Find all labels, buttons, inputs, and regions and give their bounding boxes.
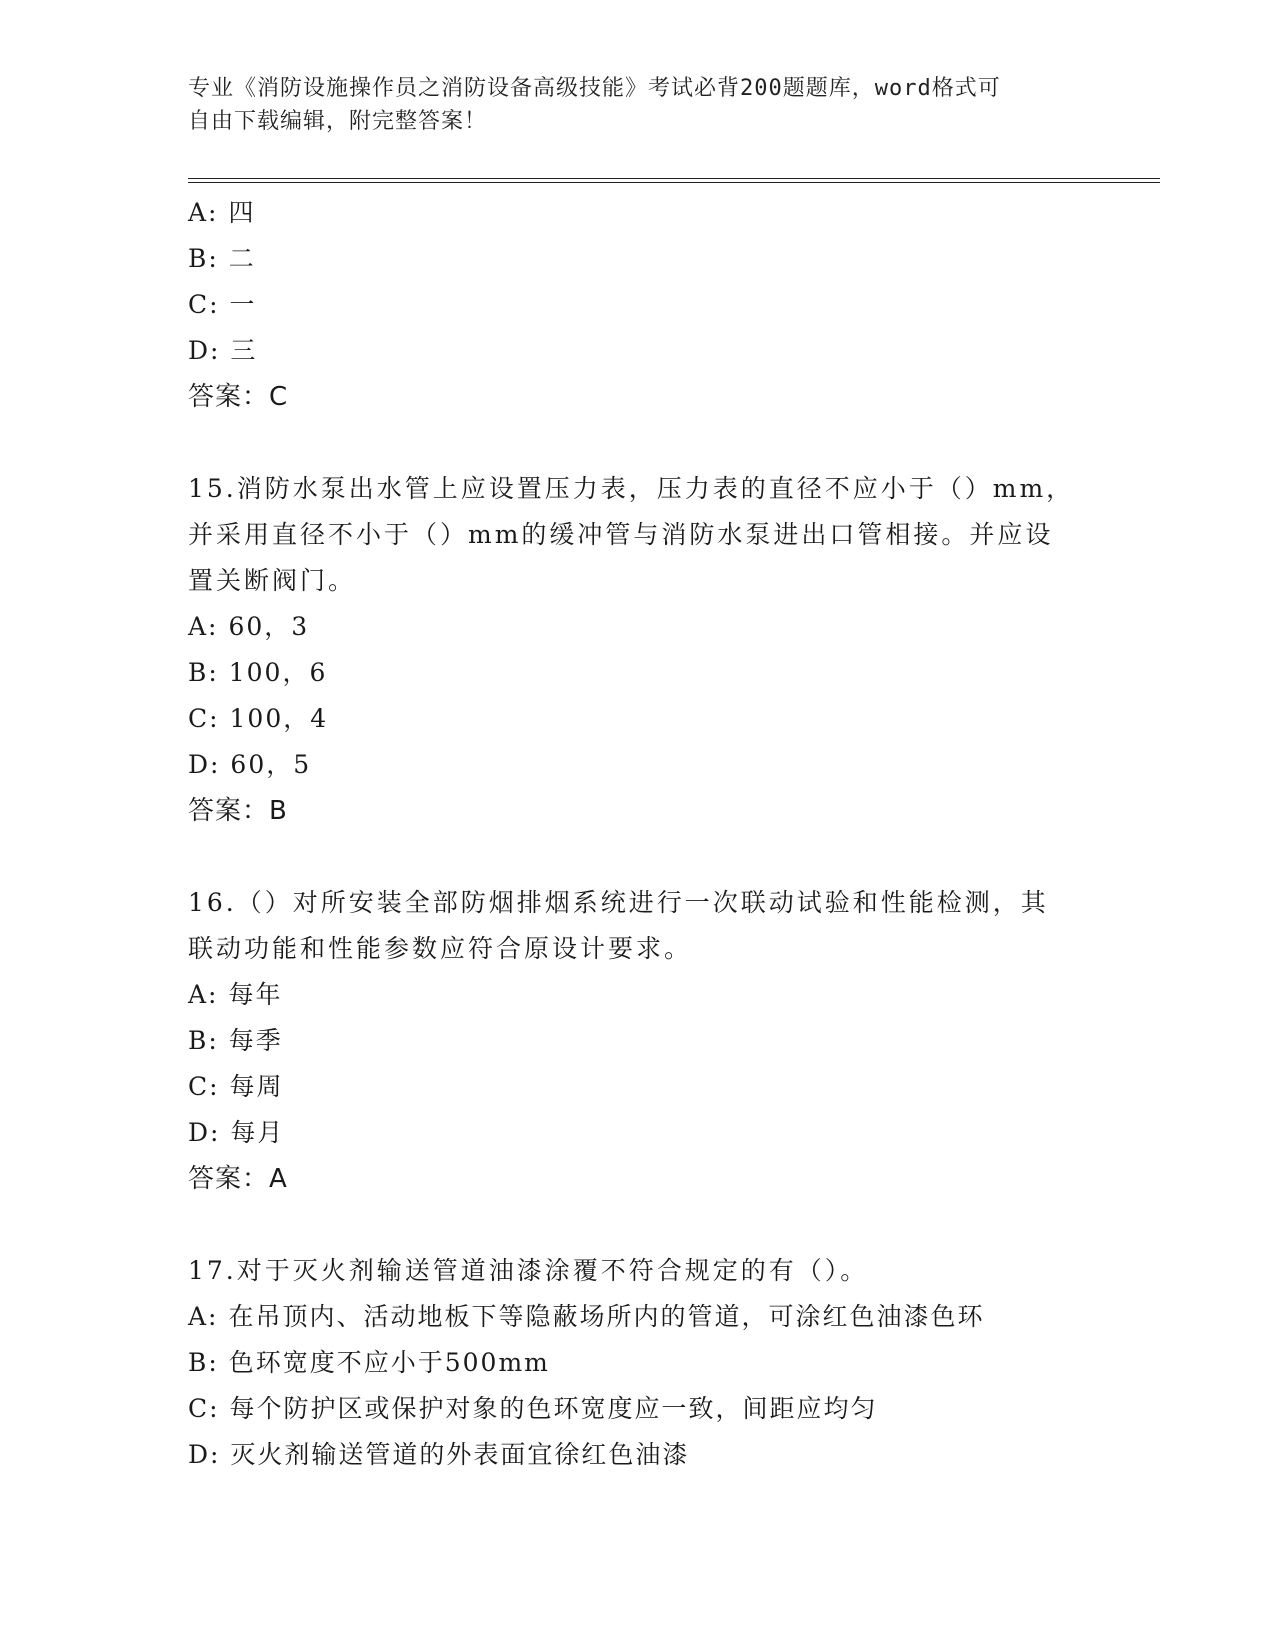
question-content [188,190,1088,1478]
option-key: A: [188,612,219,641]
option-key: B: [188,658,219,687]
option-text: 每月 [230,1118,285,1147]
option-key: A: [188,1302,219,1331]
option-a [188,1294,1088,1340]
option-text: 每季 [228,1026,283,1055]
option-key: A: [188,198,219,227]
option-text: 100，6 [228,658,328,687]
answer-line: 答案：A [188,1164,288,1194]
question-16 [188,880,1088,1202]
option-d [188,1432,1088,1478]
option-text: 灭火剂输送管道的外表面宜徐红色油漆 [230,1440,690,1469]
option-a [188,604,1088,650]
option-key: C: [188,1072,220,1101]
option-d [188,328,1088,374]
option-key: C: [188,1394,220,1423]
option-text: 四 [228,198,256,227]
option-text: 一 [229,290,257,319]
question-stem-line: 16.（）对所安装全部防烟排烟系统进行一次联动试验和性能检测，其 [188,888,1049,917]
option-c [188,1386,1088,1432]
option-key: B: [188,244,219,273]
spacer [188,420,1088,466]
option-key: B: [188,1026,219,1055]
option-key: D: [188,336,221,365]
option-b [188,1018,1088,1064]
option-d [188,1110,1088,1156]
option-text: 每周 [229,1072,284,1101]
header-divider-top [188,178,1160,179]
question-15 [188,466,1088,834]
question-stem-line: 15.消防水泵出水管上应设置压力表，压力表的直径不应小于（）mm， [188,474,1075,503]
option-b [188,650,1088,696]
option-key: D: [188,750,221,779]
option-b [188,1340,1088,1386]
option-text: 每年 [228,980,283,1009]
spacer [188,1202,1088,1248]
option-text: 每个防护区或保护对象的色环宽度应一致，间距应均匀 [229,1394,878,1423]
option-d [188,742,1088,788]
option-key: A: [188,980,219,1009]
question-stem-line: 17.对于灭火剂输送管道油漆涂覆不符合规定的有（）。 [188,1256,869,1285]
option-key: B: [188,1348,219,1377]
option-text: 三 [230,336,258,365]
option-text: 色环宽度不应小于500mm [228,1348,550,1377]
option-key: C: [188,290,220,319]
option-text: 60，3 [228,612,310,641]
question-stem-line: 置关断阀门。 [188,566,357,595]
option-c [188,282,1088,328]
question-stem-line: 联动功能和性能参数应符合原设计要求。 [188,934,693,963]
answer-line: 答案：C [188,382,289,412]
option-key: D: [188,1118,221,1147]
option-key: D: [188,1440,221,1469]
option-text: 100，4 [229,704,329,733]
option-text: 在吊顶内、活动地板下等隐蔽场所内的管道，可涂红色油漆色环 [228,1302,985,1331]
header-line-2: 自由下载编辑，附完整答案！ [188,109,488,134]
option-a [188,972,1088,1018]
question-stem-line: 并采用直径不小于（）mm的缓冲管与消防水泵进出口管相接。并应设 [188,520,1054,549]
option-b [188,236,1088,282]
option-c [188,696,1088,742]
option-key: C: [188,704,220,733]
header-divider-bottom [188,182,1160,183]
option-a [188,190,1088,236]
answer-line: 答案：B [188,796,288,826]
previous-question-options [188,190,1088,420]
option-text: 60，5 [230,750,312,779]
question-17 [188,1248,1088,1478]
option-text: 二 [228,244,256,273]
option-c [188,1064,1088,1110]
spacer [188,834,1088,880]
document-header [188,72,1088,138]
header-line-1: 专业《消防设施操作员之消防设备高级技能》考试必背200题题库，word格式可 [188,76,1001,101]
